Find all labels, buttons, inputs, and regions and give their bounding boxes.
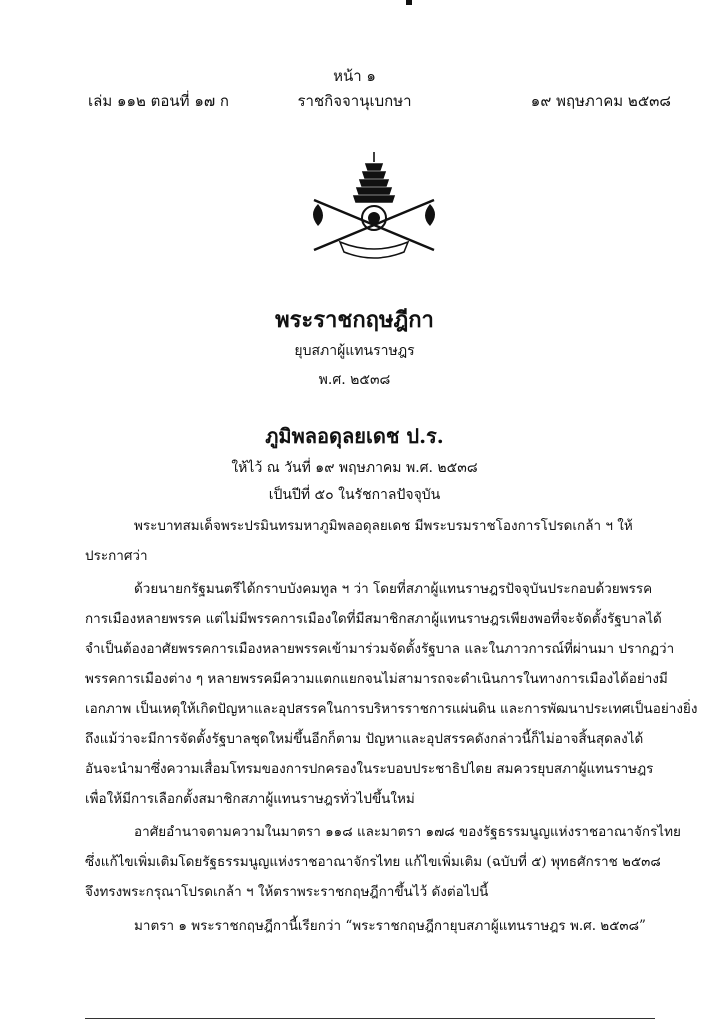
body-line: ถึงแม้ว่าจะมีการจัดตั้งรัฐบาลชุดใหม่ขึ้นอีกก็ตาม ปัญหาและอุปสรรคดังกล่าวนี้ก็ไม่อาจสิ้นสุดลงได้: [85, 731, 644, 747]
body-line: จึงทรงพระกรุณาโปรดเกล้า ฯ ให้ตราพระราชกฤษฎีกาขึ้นไว้ ดังต่อไปนี้: [85, 884, 489, 900]
body-line: อาศัยอำนาจตามความในมาตรา ๑๑๘ และมาตรา ๑๗๘ ของรัฐธรรมนูญแห่งราชอาณาจักรไทย: [134, 824, 681, 840]
body-line: อันจะนำมาซึ่งความเสื่อมโทรมของการปกครองในระบอบประชาธิปไตย สมควรยุบสภาผู้แทนราษฎร: [85, 761, 654, 777]
issue-date: ๑๙ พฤษภาคม ๒๕๓๘: [530, 92, 671, 110]
document-title: พระราชกฤษฎีกา: [275, 307, 434, 333]
footer-rule: [85, 1018, 655, 1019]
given-date: ให้ไว้ ณ วันที่ ๑๙ พฤษภาคม พ.ศ. ๒๕๓๘: [231, 460, 478, 476]
body-line: พรรคการเมืองต่าง ๆ หลายพรรคมีความแตกแยกจนไม่สามารถจะดำเนินการในทางการเมืองได้อย่างมี: [85, 671, 668, 687]
body-line: จำเป็นต้องอาศัยพรรคการเมืองหลายพรรคเข้ามาร่วมจัดตั้งรัฐบาล และในภาวการณ์ที่ผ่านมา ปรากฏว่า: [85, 641, 675, 657]
body-line: เพื่อให้มีการเลือกตั้งสมาชิกสภาผู้แทนราษฎรทั่วไปขึ้นใหม่: [85, 791, 415, 807]
section-line: มาตรา ๑ พระราชกฤษฎีกานี้เรียกว่า “พระราชกฤษฎีกายุบสภาผู้แทนราษฎร พ.ศ. ๒๕๓๘”: [134, 918, 646, 934]
page-number: หน้า ๑: [333, 67, 376, 85]
body-line: พระบาทสมเด็จพระปรมินทรมหาภูมิพลอดุลยเดช มีพระบรมราชโองการโปรดเกล้า ฯ ให้: [134, 518, 633, 534]
reign-year: เป็นปีที่ ๕๐ ในรัชกาลปัจจุบัน: [268, 487, 441, 503]
gazette-name: ราชกิจจานุเบกษา: [297, 92, 412, 110]
body-line: เอกภาพ เป็นเหตุให้เกิดปัญหาและอุปสรรคในการบริหารราชการแผ่นดิน และการพัฒนาประเทศเป็นอย่างยิ่ง: [85, 701, 698, 717]
body-line: ประกาศว่า: [85, 548, 148, 564]
body-line: ซึ่งแก้ไขเพิ่มเติมโดยรัฐธรรมนูญแห่งราชอาณาจักรไทย แก้ไขเพิ่มเติม (ฉบับที่ ๕) พุทธศักราช ๒๕๓๘: [85, 854, 661, 870]
body-line: ด้วยนายกรัฐมนตรีได้กราบบังคมทูล ฯ ว่า โดยที่สภาผู้แทนราษฎรปัจจุบันประกอบด้วยพรรค: [134, 581, 653, 597]
scan-mark: [406, 0, 412, 5]
document-subtitle: ยุบสภาผู้แทนราษฎร: [294, 343, 415, 359]
volume-issue: เล่ม ๑๑๒ ตอนที่ ๑๗ ก: [88, 92, 229, 110]
royal-signature: ภูมิพลอดุลยเดช ป.ร.: [265, 424, 444, 448]
document-year: พ.ศ. ๒๕๓๘: [318, 372, 391, 388]
emblem-icon: [300, 150, 448, 262]
body-line: การเมืองหลายพรรค แต่ไม่มีพรรคการเมืองใดที่มีสมาชิกสภาผู้แทนราษฎรเพียงพอที่จะจัดตั้งรัฐบาลได้: [85, 611, 662, 627]
